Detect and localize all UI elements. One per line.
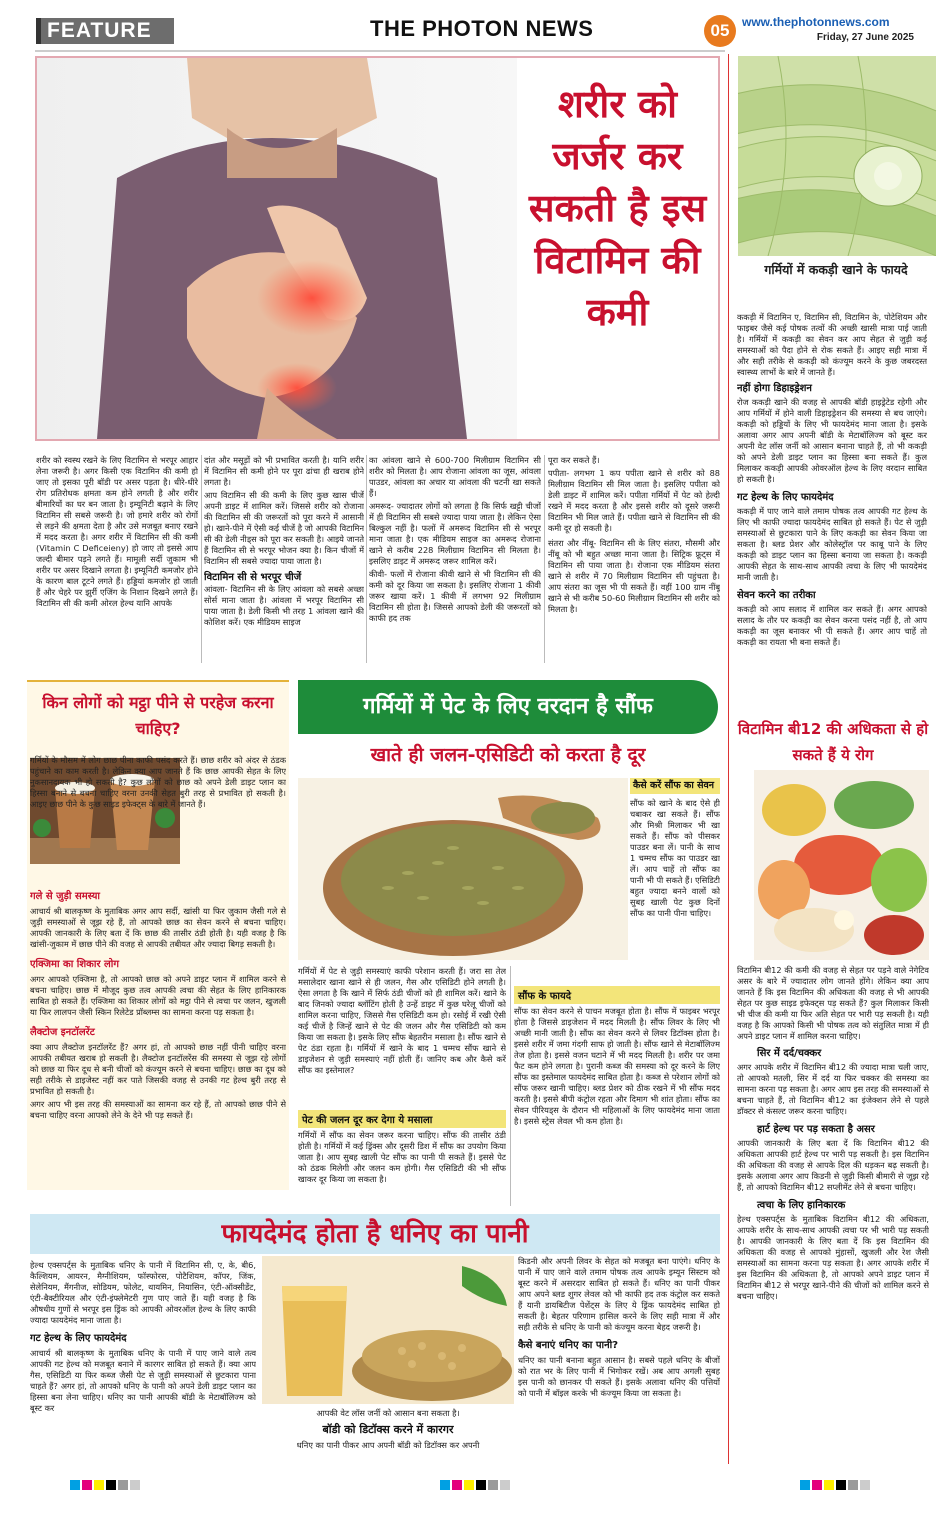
lactose-intolerant-heading: लैक्टोज इनटॉलरेंट (30, 1027, 95, 1038)
color-swatch (812, 1480, 822, 1490)
stomach-burn-heading: पेट की जलन दूर कर देगा ये मसाला (298, 1110, 506, 1128)
skin-harm-para: हेल्थ एक्सपर्ट्स के मुताबिक विटामिन बी12 की अधिकता, आपके शरीर के साथ-साथ आपकी त्वचा पर भी भारी पड़ सकती है। आपकी जानकारी के लिए बता दें कि इस विटामिन की अधिकता की वजह से आपको मुंहासों, खुजली और रेश जैसी समस्याओं का सामना करना पड़ सकता है। अगर आपके शरीर में इस विटामिन की अधिकता है, तो आपको अपने डाइट प्लान में विटामिन बी12 से भरपूर खाने-पीने की चीजों को शामिल करने से बचना चाहिए। (737, 1214, 929, 1301)
section-tag: FEATURE (36, 18, 174, 44)
coriander-benefits-para: किडनी और अपनी लिवर के सेहत को मजबूत बना पाएंगे। धनिए के पानी में पाए जाने वाले तमाम पोषक तत्व आपके इम्यून सिस्टम को बूस्ट करने में असरदार साबित हो सकते हैं। धनिए का पानी पीकर आप अपने ब्लड शुगर लेवल को भी काफी हद तक कंट्रोल कर सकते हैं यानी डायबिटीज पेशेंट्स के लिए ये ड्रिंक फायदेमंद साबित हो सकती है। बेहतर परिणाम हासिल करने के लिए सही मात्रा में और सही तरीके से धनिए के पानी को कंज्यूम करना बेहद जरूरी है। (518, 1256, 720, 1332)
publication-date: Friday, 27 June 2025 (816, 32, 914, 43)
column-divider (366, 455, 367, 663)
cucumber-photo (738, 56, 936, 256)
heart-health-para: आपकी जानकारी के लिए बता दें कि विटामिन बी12 की अधिकता आपकी हार्ट हेल्थ पर भारी पड़ सकती है। इस विटामिन की अधिकता की वजह से आपके दिल की धड़कन बढ़ सकती है। इसके अलावा अगर आप किडनी से जुड़ी किसी बीमारी से जूझ रहे हैं, तो आपको विटामिन बी12 सप्लीमेंट लेने से बचना चाहिए। (737, 1138, 929, 1192)
how-to-use-para: सौंफ को खाने के बाद ऐसे ही चबाकर खा सकते हैं। सौंफ और मिश्री मिलाकर भी खा सकते हैं। सौंफ को पीसकर पाउडर बना लें। पानी के साथ 1 चम्मच सौंफ का पाउडर खा लें। आप चाहें तो सौंफ का पानी भी पी सकते हैं। एसिडिटी बहुत ज्यादा बनने वालों को सुबह खाली पेट कुछ दिनों सौंफ का पानी पीना चाहिए। (630, 798, 720, 918)
buttermilk-article (30, 882, 286, 1188)
color-swatch (106, 1480, 116, 1490)
b12-article (737, 965, 929, 1465)
fennel-body-2: गर्मियों में सौंफ का सेवन जरूर करना चाहिए। सौंफ की तासीर ठंडी होती है। गर्मियों में कई ड्रिंक्स और दूसरी डिश में सौंफ का उपयोग किया जाता है। आप सुबह खाली पेट सौंफ का पानी पी सकते हैं। इससे पेट को ठंडक मिलेगी और जलन कम होगी। गैस एसिडिटी की भी सौंफ खाकर दूर किया जा सकता है। (298, 1130, 506, 1184)
buttermilk-intro: गर्मियों के मौसम में लोग छाछ पीना काफी पसंद करते हैं। छाछ शरीर को अंदर से ठंडक पहुंचाने का काम करती है। लेकिन क्या आप जानते हैं कि छाछ आपकी सेहत के लिए नुकसानदायक भी हो सकती है? कुछ लोगों को छाछ को अपने डेली डाइट प्लान का हिस्सा बनाने से बचना चाहिए वरना उनकी सेहत बुरी तरह से प्रभावित हो सकती है। आइए छाछ पीने के कुछ साइड इफेक्ट्स के बारे में जानते हैं। (30, 755, 286, 809)
consumption-method-para: ककड़ी को आप सलाद में शामिल कर सकते हैं। अगर आपको सलाद के तौर पर ककड़ी का सेवन करना पसंद नहीं है, तो आप ककड़ी का जूस बनाकर भी पी सकते हैं। अगर आप चाहें तो ककड़ी का रायता भी बना सकते हैं। (737, 604, 927, 647)
color-swatch (82, 1480, 92, 1490)
color-swatch (500, 1480, 510, 1490)
headache-heading: सिर में दर्द/चक्कर (757, 1048, 822, 1059)
cucumber-caption: गर्मियों में ककड़ी खाने के फायदे (764, 262, 908, 277)
consumption-method-heading: सेवन करने का तरीका (737, 590, 816, 601)
buttermilk-title: किन लोगों को मट्ठा पीने से परहेज करना चाहिए? (42, 693, 274, 738)
color-swatch (860, 1480, 870, 1490)
heart-health-heading: हार्ट हेल्थ पर पड़ सकता है असर (757, 1124, 875, 1135)
color-swatch (464, 1480, 474, 1490)
page-header (0, 0, 945, 52)
column-divider (510, 966, 511, 1206)
color-swatch (488, 1480, 498, 1490)
gut-health-para: ककड़ी में पाए जाने वाले तमाम पोषक तत्व आपकी गट हेल्थ के लिए भी काफी ज्यादा फायदेमंद साबित हो सकते हैं। पेट से जुड़ी समस्याओं से छुटकारा पाने के लिए ककड़ी का सेवन किया जा सकता है। ब्लड प्रेशर और कोलेस्ट्रॉल पर काबू पाने के लिए ककड़ी को डाइट प्लान का हिस्सा बनाया जा सकता है। ककड़ी आपकी सेहत के साथ-साथ आपकी त्वचा के लिए भी फायदेमंद मानी जाती है। (737, 506, 927, 582)
print-color-marks (440, 1480, 512, 1490)
buttermilk-conclusion: अगर आप भी इस तरह की समस्याओं का सामना कर रहे हैं, तो आपको छाछ पीने से बचना चाहिए वरना आपको लेने के देने भी पड़ सकते हैं। (30, 1099, 286, 1120)
coriander-detox-para: धनिए का पानी पीकर आप अपनी बॉडी को डिटॉक्स कर अपनी (296, 1440, 480, 1450)
how-to-use-heading: कैसे करें सौंफ का सेवन (630, 778, 720, 794)
lead-col-2 (204, 455, 364, 665)
skin-harm-heading: त्वचा के लिए हानिकारक (757, 1200, 846, 1211)
color-swatch (848, 1480, 858, 1490)
b12-foods-photo (754, 770, 929, 960)
throat-problem-heading: गले से जुड़ी समस्या (30, 891, 100, 902)
fennel-subhead: खाते ही जलन-एसिडिटी को करता है दूर (370, 744, 646, 766)
lead-col-2-para-1: दांत और मसूड़ों को भी प्रभावित करती है। यानि शरीर में विटामिन सी कमी होने पर पूरा ढांचा ही खराब होने लगता है। (204, 455, 364, 487)
fennel-banner: गर्मियों में पेट के लिए वरदान है सौंफ (298, 680, 718, 734)
amla-para: का आंवला खाने से 600-700 मिलीग्राम विटामिन सी शरीर को मिलता है। आप रोजाना आंवला का जूस, आंवला पाउडर, आंवला का अचार या आंवला की चटनी खा सकते हैं। (369, 455, 541, 498)
coriander-gut-heading: गट हेल्थ के लिए फायदेमंद (30, 1333, 127, 1344)
coriander-banner: फायदेमंद होता है धनिए का पानी (30, 1214, 720, 1254)
fennel-benefits-heading: सौंफ के फायदे (514, 986, 720, 1004)
color-swatch (836, 1480, 846, 1490)
gut-health-heading: गट हेल्थ के लिए फायदेमंद (737, 492, 834, 503)
color-swatch (800, 1480, 810, 1490)
headache-para: अगर आपके शरीर में विटामिन बी12 की ज्यादा मात्रा चली जाए, तो आपको मतली, सिर में दर्द या फिर चक्कर की समस्या का सामना करना पड़ सकता है। अगर आप इस तरह की समस्याओं से बचना चाहते हैं, तो विटामिन बी12 का इंजेक्शन लेने से पहले डॉक्टर से कंसल्ट जरूर करना चाहिए। (737, 1062, 929, 1116)
site-url[interactable]: www.thephotonnews.com (742, 15, 890, 29)
fennel-body-1: गर्मियों में पेट से जुड़ी समस्याएं काफी परेशान करती हैं। जरा सा तेल मसालेदार खाना खाने से ही जलन, गैस और एसिडिटी होने लगती है। ऐसा लगता है कि खाने में सिर्फ ठंडी चीजों को ही शामिल करें। खाने के बाद जिनको ज्यादा ब्लॉटिंग होती है उन्हें डाइट में कुछ घरेलू चीजों को शामिल करना चाहिए, जिससे गैस एसिडिटी कम हो। रसोई में रखी ऐसी कई चीजें है जिन्हें खाने से पेट की जलन और गैस एसिडिटी को कम किया जा सकता है। इसके लिए सौंफ बेहतरीन मसाला है। सौंफ खाने से पेट ठंडा रहता है। गर्मियों में खाने के बाद 1 चम्मच सौंफ खाने से डाइजेशन से जुड़ी समस्याएं नहीं होती हैं। जानिए कब और कैसे करें सौंफ का इस्तेमाल? (298, 966, 506, 1075)
coriander-water-photo (262, 1256, 514, 1404)
right-column-rule (728, 54, 729, 1464)
vitamin-c-foods-heading: विटामिन सी से भरपूर चीजें (204, 572, 302, 583)
page-number-badge: 05 (704, 15, 736, 47)
coriander-caption: आपकी वेट लॉस जर्नी को आसान बना सकता है। (316, 1408, 460, 1418)
fennel-seeds-photo (298, 778, 628, 960)
lead-col-3 (369, 455, 541, 665)
coriander-gut-para: आचार्य श्री बालकृष्ण के मुताबिक धनिए के पानी में पाए जाने वाले तत्व आपकी गट हेल्थ को मजबूत बनाने में कारगर साबित हो सकते हैं। क्या आप गैस, एसिडिटी या फिर कब्ज जैसी पेट से जुड़ी समस्याओं से छुटकारा पाना चाहते हैं? अगर हां, तो आपको धनिए के पानी को अपने डेली डाइट प्लान का हिस्सा बना लेना चाहिए। धनिए का पानी आपकी बॉडी के मेटाबॉलिज्म को बूस्ट कर (30, 1348, 256, 1413)
coriander-detox-heading: बॉडी को डिटॉक्स करने में कारगर (322, 1423, 454, 1436)
kiwi-para: कीवी- फलों में रोजाना कीवी खाने से भी विटामिन सी की कमी को दूर किया जा सकता है। इसलिए रोजाना 1 कीवी जरूर खाया करें। 1 कीवी में लगभग 92 मिलीग्राम विटामिन सी होता है। जिससे आपको डेली की जरूरतों को काफी हद तक (369, 569, 541, 623)
lead-col-1: शरीर को स्वस्थ रखने के लिए विटामिन से भरपूर आहार लेना जरूरी है। अगर किसी एक विटामिन की कमी हो जाए तो इसका पूरी बॉडी पर असर पड़ता है। धीरे-धीरे रोग प्रतिरोधक क्षमता कम होने लगती है और शरीर बीमारियों का घर बन जाता है। इम्यूनिटी बढ़ाने के लिए विटामिन सी सबसे जरूरी है। जो हमारे शरीर को रोगों से लड़ने की क्षमता देता है और उसे मजबूत बनाए रखने में मदद करता है। अगर शरीर में विटामिन सी की कमी (Vitamin C Deficeieny) हो जाए तो इससे आप जल्दी बीमार पड़ने लगते हैं। मामूली सर्दी जुकाम भी शरीर पर असर दिखाने लगता है। इम्यूनिटी कमजोर होने के कारण बाल टूटने लगते हैं। हड्डियां कमजोर हो जाती हैं और चेहरे पर झुर्री एजिंग के निशान दिखने लगते हैं। विटामिन सी की कमी ओरल हेल्थ यानि आपके (36, 455, 198, 608)
guava-para: अमरूद- ज्यादातर लोगों को लगता है कि सिर्फ खट्टी चीजों में ही विटामिन सी सबसे ज्यादा पाया जाता है। लेकिन ऐसा बिल्कुल नहीं है। फलों में अमरूद विटामिन सी से भरपूर माना जाता है। एक मीडियम साइज का अमरूद रोजाना खाने से करीब 228 मिलीग्राम विटामिन सी मिलता है। इसलिए डाइट में अमरूद जरूर शामिल करें। (369, 501, 541, 566)
color-swatch (452, 1480, 462, 1490)
color-swatch (440, 1480, 450, 1490)
dehydration-para: रोज ककड़ी खाने की वजह से आपकी बॉडी हाइड्रेटेड रहेगी और आप गर्मियों में होने वाली डिहाइड्रेशन की समस्या से बच जाएंगे। ककड़ी को हड्डियों के लिए भी फायदेमंद माना जाता है। इसके अलावा अगर आप अपनी बॉडी के मेटाबॉलिज्म को बूस्ट कर अपनी वेट लॉस जर्नी को आसान बनाना चाहते हैं, तो भी ककड़ी को अपने डेली डाइट प्लान का हिस्सा बना सकते हैं। कुल मिलाकर ककड़ी आपकी ओवरऑल हेल्थ के लिए वरदान साबित हो सकती है। (737, 397, 927, 484)
lactose-intolerant-para: क्या आप लैक्टोज इनटॉलरेंट हैं? अगर हां, तो आपको छाछ नहीं पीनी चाहिए वरना आपकी तबीयत खराब हो सकती है। लैक्टोज इनटॉलरेंस की समस्या से जूझ रहे लोगों को छाछ या फिर दूध से बनी चीजों को कंज्यूम करने से बचना चाहिए। छाछ का दूध को सही तरीके से डाइजेस्ट नहीं कर पाते जिसकी वजह से उनकी गट हेल्थ बुरी तरह से प्रभावित हो सकती है। (30, 1042, 286, 1096)
eczema-heading: एक्जिमा का शिकार लोग (30, 959, 120, 970)
coriander-intro: हेल्थ एक्सपर्ट्स के मुताबिक धनिए के पानी में विटामिन सी, ए, के, बी6, कैल्शियम, आयरन, मैग्नीशियम, फॉस्फोरस, पोटैशियम, कॉपर, जिंक, सेलेनियम, मैंगनीज, सोडियम, फोलेट, थायमिन, नियासिन, एंटी-ऑक्सीडेंट, एंटी-बैक्टीरियल और एंटी-इंफ्लेमेटरी गुण पाए जाते हैं। यही वजह है कि औषधीय गुणों से भरपूर इस ड्रिंक को आपकी ओवरऑल हेल्थ के लिए काफी ज्यादा फायदेमंद माना जाता है। (30, 1260, 256, 1325)
newspaper-name: THE PHOTON NEWS (370, 16, 594, 41)
cucumber-intro: ककड़ी में विटामिन ए, विटामिन सी, विटामिन के, पोटेशियम और फाइबर जैसे कई पोषक तत्वों की अच्छी खासी मात्रा पाई जाती है। गर्मियों में ककड़ी का सेवन कर आप सेहत से जुड़ी कई समस्याओं को पैदा होने से रोक सकते हैं। आइए सही मात्रा में और सही तरीके से ककड़ी को कंज्यूम करने के कुछ जबरदस्त स्वास्थ्य लाभों के बारे में जानते हैं। (737, 312, 927, 377)
coriander-col-1 (30, 1260, 256, 1460)
color-swatch (476, 1480, 486, 1490)
print-color-marks-right (800, 1480, 872, 1490)
coriander-col-3 (518, 1256, 720, 1466)
throat-problem-para: आचार्य श्री बालकृष्ण के मुताबिक अगर आप सर्दी, खांसी या फिर जुकाम जैसी गले से जुड़ी समस्याओं से जूझ रहे हैं, तो आपको छाछ का सेवन करने से बचना चाहिए। आपकी जानकारी के लिए बता दें कि छाछ की तासीर ठंडी होती है। यही वजह है कि खांसी-जुकाम में छाछ पीने की वजह से आपकी तबीयत और ज्यादा बिगड़ सकती है। (30, 906, 286, 949)
how-to-make-heading: कैसे बनाएं धनिए का पानी? (518, 1340, 619, 1351)
how-to-use-fennel (630, 778, 720, 978)
lead-headline: शरीर को जर्जर कर सकती है इस विटामिन की कमी (528, 82, 707, 334)
dehydration-heading: नहीं होगा डिहाइड्रेशन (737, 383, 812, 394)
column-divider (544, 455, 545, 663)
eczema-para: अगर आपको एक्जिमा है, तो आपको छाछ को अपने डाइट प्लान में शामिल करने से बचना चाहिए। छाछ में मौजूद कुछ तत्व आपकी त्वचा की सेहत के लिए हानिकारक साबित हो सकते हैं। एक्जिमा का शिकार लोगों को मट्ठा पीने से त्वचा पर जलन, खुजली या फिर लालपन जैसी स्किन रिलेटेड प्रॉब्लम्स का सामना करना पड़ सकता है। (30, 974, 286, 1017)
papaya-para: पपीता- लगभग 1 कप पपीता खाने से शरीर को 88 मिलीग्राम विटामिन सी मिल जाता है। इसलिए पपीता को डेली डाइट में शामिल करें। पपीता गर्मियों में पेट को हेल्दी रखने में मदद करता है और इससे शरीर को दूसरे जरूरी विटामिन भी मिल जाते हैं। पपीता खाने से विटामिन सी की कमी दूर हो सकती है। (548, 468, 720, 533)
color-swatch (70, 1480, 80, 1490)
b12-intro: विटामिन बी12 की कमी की वजह से सेहत पर पड़ने वाले नेगेटिव असर के बारे में ज्यादातर लोग जानते होंगे। लेकिन क्या आप जानते हैं कि इस विटामिन की अधिकता की वजह से भी आपकी सेहत पर कुछ साइड इफेक्ट्स पड़ सकते हैं? कुल मिलाकर किसी भी चीज की कमी या फिर अति सेहत पर भारी पड़ सकती है। यही वजह है कि आपको किसी भी पोषक तत्व को संतुलित मात्रा में ही अपने डाइट प्लान में शामिल करना चाहिए। (737, 965, 929, 1041)
header-rule (35, 50, 725, 52)
b12-title: विटामिन बी12 की अधिकता से हो सकते हैं ये रोग (737, 720, 929, 764)
print-color-marks-left (70, 1480, 142, 1490)
color-swatch (94, 1480, 104, 1490)
lead-col-2-para-3: आंवला- विटामिन सी के लिए आंवला को सबसे अच्छा सोर्स माना जाता है। आंवला में भरपूर विटामिन सी पाया जाता है। डेली किसी भी तरह 1 आंवला खाने की कोशिश करें। एक मीडियम साइज (204, 584, 364, 627)
color-swatch (118, 1480, 128, 1490)
fennel-benefits-para: सौंफ का सेवन करने से पाचन मजबूत होता है। सौंफ में फाइबर भरपूर होता है जिससे डाइजेशन में मदद मिलती है। सौंफ लिवर के लिए भी अच्छी मानी जाती है। सौंफ का सेवन करने से लिवर डिटॉक्स होता है। इससे शरीर में जमा गंदगी साफ हो जाती है। सौंफ खाने से मेटाबॉलिज्म तेज होता है। इससे वजन घटाने में भी मदद मिलती है। शरीर पर जमा फैट कम होने लगता है। पुरानी कब्ज की समस्या को दूर करने के लिए सौंफ का इस्तेमाल फायदेमंद साबित होता है। कब्ज से परेशान लोगों को सौंफ जरूर खानी चाहिए। ब्लड प्रेशर को ठीक रखने में भी सौंफ मदद करती है। इससे बीपी कंट्रोल रहता और दिमाग भी शांत होता। सौंफ का सेवन पीरियड्स के दौरान भी महिलाओं के लिए फायदेमंद माना जाता है। इससे स्ट्रेस लेवल भी कम होता है। (514, 1006, 720, 1126)
lead-col-4-para-1: पूरा कर सकते हैं। (548, 455, 600, 465)
lead-col-2-para-2: आप विटामिन सी की कमी के लिए कुछ खास चीजें अपनी डाइट में शामिल करें। जिससे शरीर को रोजाना की विटामिन सी की जरूरतों को पूरा करने में आसानी हो। खाने-पीने में ऐसी कई चीजें है जो आपकी विटामिन सी की डेली नीड्स को पूरा कर सकती है। आइये जानते हैं विटामिन सी से भरपूर भोजन क्या है। किन चीजों में विटामिन सी सबसे ज्यादा पाया जाता है। (204, 490, 364, 566)
cucumber-article (737, 312, 927, 707)
citrus-para: संतरा और नींबू- विटामिन सी के लिए संतरा, मौसमी और नींबू को भी बहुत अच्छा माना जाता है। सिट्रिक फ्रूट्स में विटामिन सी पाया जाता है। रोजाना एक मीडियम संतरा खाने से शरीर में 70 मिलीग्राम विटामिन सी पहुंचता है। आप संतरा का जूस भी पी सकते हैं। वहीं 100 ग्राम नींबू खाने से भी करीब 50-60 मिलीग्राम विटामिन सी शरीर को मिलता है। (548, 538, 720, 614)
how-to-make-para: धनिए का पानी बनाना बहुत आसान है। सबसे पहले धनिए के बीजों को रात भर के लिए पानी में भिगोकर रखें। अब आप अगली सुबह इस पानी को छानकर पी सकते हैं। इसके अलावा धनिए की पत्तियों को पानी में बॉइल करके भी कंज्यूम किया जा सकता है। (518, 1355, 720, 1398)
woman-hand-pain-photo (37, 58, 517, 439)
color-swatch (130, 1480, 140, 1490)
color-swatch (824, 1480, 834, 1490)
column-divider (201, 455, 202, 663)
lead-col-4 (548, 455, 720, 665)
